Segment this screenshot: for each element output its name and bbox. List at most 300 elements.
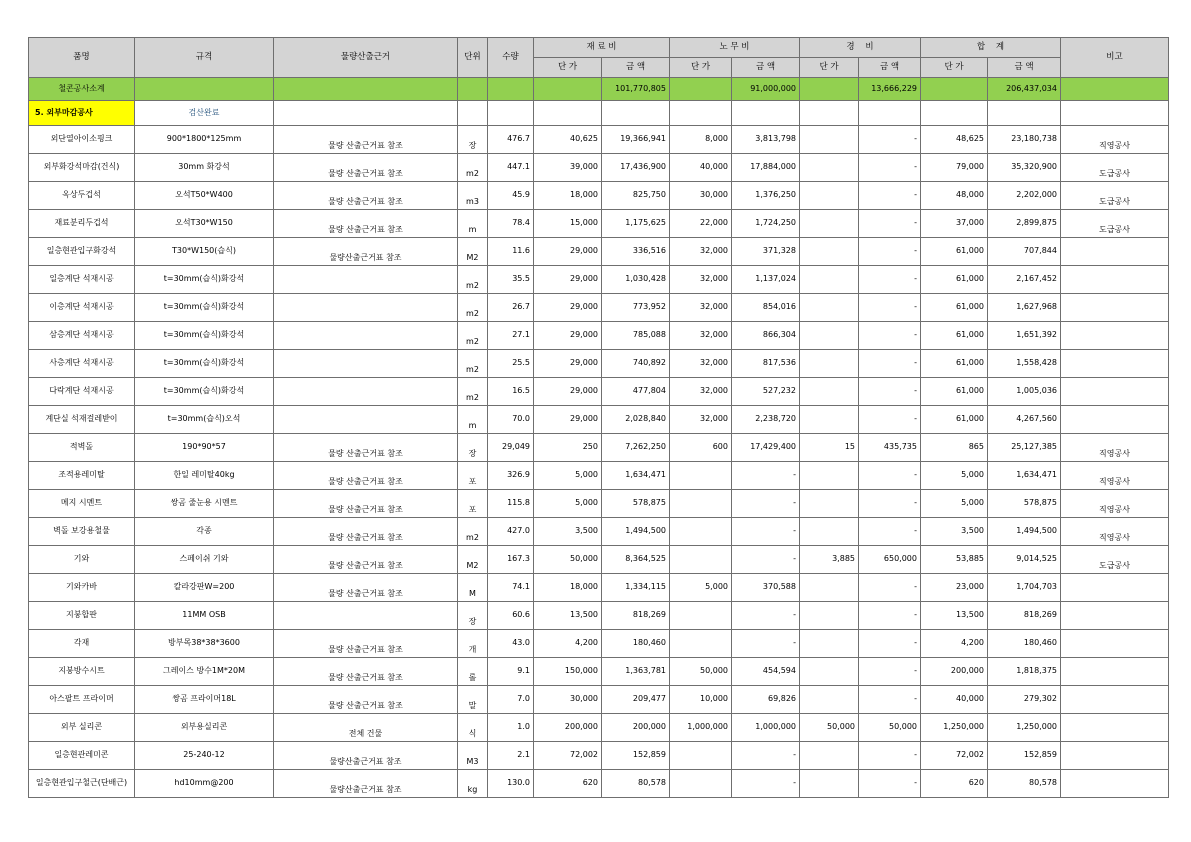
- cell-material-amount: 1,363,781: [602, 658, 670, 686]
- cell-name: 지붕합판: [29, 602, 135, 630]
- cell-labor-unit-price: [670, 602, 732, 630]
- cell-remark: [1061, 574, 1169, 602]
- cell-expense-amount: -: [859, 154, 921, 182]
- cell-expense-amount: -: [859, 686, 921, 714]
- cell-spec: t=30mm(습식)오석: [135, 406, 274, 434]
- cell-unit: 포: [458, 462, 488, 490]
- cell-unit: m3: [458, 182, 488, 210]
- cell-total-amount: 707,844: [988, 238, 1061, 266]
- table-row: [29, 322, 1169, 350]
- cell-labor-unit-price: 32,000: [670, 406, 732, 434]
- cell-spec: 방부목38*38*3600: [135, 630, 274, 658]
- estimate-table: [28, 37, 1169, 798]
- cell-basis: [274, 322, 458, 350]
- cell-unit: m: [458, 210, 488, 238]
- cell-spec: t=30mm(습식)화강석: [135, 322, 274, 350]
- cell-labor-amount: -: [732, 462, 800, 490]
- cell-total-unit-price: 3,500: [921, 518, 988, 546]
- cell-remark: [1061, 602, 1169, 630]
- cell-unit: m2: [458, 518, 488, 546]
- cell-labor-unit-price: [670, 546, 732, 574]
- cell-labor-unit-price: 5,000: [670, 574, 732, 602]
- cell-labor-amount: -: [732, 546, 800, 574]
- cell-qty: 29,049: [488, 434, 534, 462]
- cell-labor-amount: 370,588: [732, 574, 800, 602]
- cell-unit: 포: [458, 490, 488, 518]
- cell-unit: 말: [458, 686, 488, 714]
- table-row: [29, 714, 1169, 742]
- cell-labor-amount: 371,328: [732, 238, 800, 266]
- cell-labor-unit-price: [670, 770, 732, 798]
- header-labor-unit-price: 단 가: [670, 58, 732, 78]
- cell-labor-unit-price: [670, 490, 732, 518]
- cell-total-unit-price: 61,000: [921, 378, 988, 406]
- cell-labor-amount: -: [732, 602, 800, 630]
- cell-labor-amount: 527,232: [732, 378, 800, 406]
- cell-total-unit-price: 79,000: [921, 154, 988, 182]
- cell-qty: 70.0: [488, 406, 534, 434]
- table-row: [29, 266, 1169, 294]
- cell-total-amount: 152,859: [988, 742, 1061, 770]
- cell-unit: m2: [458, 154, 488, 182]
- cell-expense-unit-price: [800, 462, 859, 490]
- table-row: [29, 686, 1169, 714]
- cell-basis: 물량 산출근거표 참조: [274, 126, 458, 154]
- cell-basis: 물량 산출근거표 참조: [274, 686, 458, 714]
- header-total: 합 계: [921, 38, 1061, 58]
- cell-material-unit-price: 13,500: [534, 602, 602, 630]
- cell-qty: 60.6: [488, 602, 534, 630]
- cell-material-unit-price: 18,000: [534, 574, 602, 602]
- cell-expense-amount: -: [859, 266, 921, 294]
- table-row: [29, 182, 1169, 210]
- cell-expense-unit-price: [800, 770, 859, 798]
- cell-labor-unit-price: 30,000: [670, 182, 732, 210]
- header-qty: 수량: [488, 38, 534, 78]
- table-row: [29, 378, 1169, 406]
- cell-material-amount: 1,494,500: [602, 518, 670, 546]
- cell-expense-unit-price: [800, 406, 859, 434]
- cell-basis: [274, 602, 458, 630]
- cell-total-amount: 2,167,452: [988, 266, 1061, 294]
- table-row: [29, 574, 1169, 602]
- cell-spec: 오석T30*W150: [135, 210, 274, 238]
- cell-name: 메지 시멘트: [29, 490, 135, 518]
- table-row: [29, 518, 1169, 546]
- cell-qty: 167.3: [488, 546, 534, 574]
- cell-total-amount: 2,202,000: [988, 182, 1061, 210]
- cell-basis: 물량 산출근거표 참조: [274, 574, 458, 602]
- cell-spec: 30mm 화강석: [135, 154, 274, 182]
- cell-spec: 쌍곰 프라이머18L: [135, 686, 274, 714]
- cell-qty: 447.1: [488, 154, 534, 182]
- cell-qty: 78.4: [488, 210, 534, 238]
- cell-total-amount: 1,634,471: [988, 462, 1061, 490]
- table-row: [29, 490, 1169, 518]
- cell-material-amount: 825,750: [602, 182, 670, 210]
- cell-qty: 11.6: [488, 238, 534, 266]
- cell-total-unit-price: 61,000: [921, 406, 988, 434]
- cell-labor-amount: 1,000,000: [732, 714, 800, 742]
- cell-spec: t=30mm(습식)화강석: [135, 378, 274, 406]
- cell-spec: 각종: [135, 518, 274, 546]
- cell-total-amount: 1,005,036: [988, 378, 1061, 406]
- cell-expense-amount: 650,000: [859, 546, 921, 574]
- cell-unit: M: [458, 574, 488, 602]
- cell-expense-amount: -: [859, 322, 921, 350]
- subtotal-row: [29, 78, 1169, 101]
- cell-total-amount: 2,899,875: [988, 210, 1061, 238]
- cell-remark: 도급공사: [1061, 210, 1169, 238]
- cell-spec: 스페이쉬 기와: [135, 546, 274, 574]
- cell-unit: 식: [458, 714, 488, 742]
- cell-expense-unit-price: [800, 266, 859, 294]
- cell-expense-amount: -: [859, 378, 921, 406]
- cell-expense-unit-price: [800, 350, 859, 378]
- cell-total-amount: 1,704,703: [988, 574, 1061, 602]
- cell-basis: 물량 산출근거표 참조: [274, 154, 458, 182]
- cell-unit: m2: [458, 294, 488, 322]
- cell-remark: 직영공사: [1061, 434, 1169, 462]
- cell-expense-amount: -: [859, 630, 921, 658]
- cell-unit: 롤: [458, 658, 488, 686]
- cell-expense-unit-price: [800, 490, 859, 518]
- cell-expense-unit-price: 15: [800, 434, 859, 462]
- cell-unit: M2: [458, 546, 488, 574]
- cell-labor-amount: 69,826: [732, 686, 800, 714]
- cell-spec: t=30mm(습식)화강석: [135, 266, 274, 294]
- cell-labor-amount: 17,884,000: [732, 154, 800, 182]
- cell-material-unit-price: 29,000: [534, 238, 602, 266]
- cell-total-unit-price: 5,000: [921, 462, 988, 490]
- cell-total-amount: 279,302: [988, 686, 1061, 714]
- cell-name: 외부 실리콘: [29, 714, 135, 742]
- cell-expense-unit-price: 3,885: [800, 546, 859, 574]
- section-status: 검산완료: [135, 101, 274, 126]
- cell-expense-amount: -: [859, 742, 921, 770]
- cell-spec: t=30mm(습식)화강석: [135, 294, 274, 322]
- cell-qty: 26.7: [488, 294, 534, 322]
- cell-unit: m2: [458, 350, 488, 378]
- cell-labor-amount: -: [732, 490, 800, 518]
- header-total-amount: 금 액: [988, 58, 1061, 78]
- cell-total-unit-price: 200,000: [921, 658, 988, 686]
- cell-labor-unit-price: 1,000,000: [670, 714, 732, 742]
- cell-spec: 오석T50*W400: [135, 182, 274, 210]
- cell-material-amount: 578,875: [602, 490, 670, 518]
- cell-labor-unit-price: [670, 518, 732, 546]
- cell-labor-unit-price: 600: [670, 434, 732, 462]
- cell-unit: 개: [458, 630, 488, 658]
- cell-remark: [1061, 266, 1169, 294]
- cell-total-unit-price: 61,000: [921, 238, 988, 266]
- cell-basis: 물량 산출근거표 참조: [274, 490, 458, 518]
- cell-material-amount: 336,516: [602, 238, 670, 266]
- cell-expense-unit-price: [800, 630, 859, 658]
- cell-name: 지붕방수시트: [29, 658, 135, 686]
- cell-material-amount: 8,364,525: [602, 546, 670, 574]
- cell-unit: 장: [458, 602, 488, 630]
- cell-basis: [274, 406, 458, 434]
- cell-name: 삼층계단 석재시공: [29, 322, 135, 350]
- cell-labor-amount: 3,813,798: [732, 126, 800, 154]
- header-material: 재 료 비: [534, 38, 670, 58]
- cell-total-unit-price: 61,000: [921, 350, 988, 378]
- cell-expense-amount: -: [859, 294, 921, 322]
- header-expense: 경 비: [800, 38, 921, 58]
- cell-remark: 도급공사: [1061, 182, 1169, 210]
- cell-name: 외단열아이소핑크: [29, 126, 135, 154]
- cell-name: 각재: [29, 630, 135, 658]
- cell-basis: 물량 산출근거표 참조: [274, 630, 458, 658]
- cell-unit: m: [458, 406, 488, 434]
- cell-material-amount: 1,634,471: [602, 462, 670, 490]
- cell-name: 계단실 석재걸레받이: [29, 406, 135, 434]
- header-material-amount: 금 액: [602, 58, 670, 78]
- cell-expense-amount: -: [859, 574, 921, 602]
- header-remark: 비고: [1061, 38, 1169, 78]
- cell-material-amount: 1,030,428: [602, 266, 670, 294]
- cell-basis: 물량 산출근거표 참조: [274, 518, 458, 546]
- cell-total-unit-price: 40,000: [921, 686, 988, 714]
- header-spec: 규격: [135, 38, 274, 78]
- cell-expense-unit-price: [800, 126, 859, 154]
- cell-expense-unit-price: [800, 322, 859, 350]
- cell-remark: [1061, 686, 1169, 714]
- cell-labor-unit-price: 32,000: [670, 350, 732, 378]
- cell-total-unit-price: 61,000: [921, 322, 988, 350]
- cell-expense-amount: -: [859, 658, 921, 686]
- cell-material-unit-price: 5,000: [534, 490, 602, 518]
- cell-total-unit-price: 23,000: [921, 574, 988, 602]
- cell-name: 다락계단 석재시공: [29, 378, 135, 406]
- cell-expense-unit-price: [800, 378, 859, 406]
- cell-expense-amount: -: [859, 210, 921, 238]
- section-title: 5. 외부마감공사: [29, 101, 135, 126]
- cell-total-amount: 578,875: [988, 490, 1061, 518]
- cell-remark: 직영공사: [1061, 490, 1169, 518]
- cell-labor-amount: 1,376,250: [732, 182, 800, 210]
- cell-material-amount: 785,088: [602, 322, 670, 350]
- cell-total-unit-price: 5,000: [921, 490, 988, 518]
- cell-labor-unit-price: 32,000: [670, 294, 732, 322]
- cell-qty: 427.0: [488, 518, 534, 546]
- subtotal-labor-amount: 91,000,000: [732, 78, 800, 101]
- cell-remark: 직영공사: [1061, 462, 1169, 490]
- cell-qty: 74.1: [488, 574, 534, 602]
- cell-name: 이층계단 석재시공: [29, 294, 135, 322]
- cell-spec: 칼라강판W=200: [135, 574, 274, 602]
- cell-basis: 물량산출근거표 참조: [274, 742, 458, 770]
- cell-remark: 도급공사: [1061, 546, 1169, 574]
- cell-total-amount: 25,127,385: [988, 434, 1061, 462]
- cell-labor-unit-price: 32,000: [670, 378, 732, 406]
- cell-expense-amount: -: [859, 462, 921, 490]
- cell-total-amount: 1,494,500: [988, 518, 1061, 546]
- cell-total-amount: 1,558,428: [988, 350, 1061, 378]
- cell-remark: [1061, 658, 1169, 686]
- cell-remark: 직영공사: [1061, 126, 1169, 154]
- cell-material-amount: 80,578: [602, 770, 670, 798]
- cell-expense-amount: -: [859, 406, 921, 434]
- cell-basis: 물량 산출근거표 참조: [274, 434, 458, 462]
- cell-total-amount: 180,460: [988, 630, 1061, 658]
- cell-name: 일층현관입구철근(단배근): [29, 770, 135, 798]
- table-row: [29, 238, 1169, 266]
- cell-total-amount: 9,014,525: [988, 546, 1061, 574]
- cell-labor-unit-price: 50,000: [670, 658, 732, 686]
- cell-material-amount: 19,366,941: [602, 126, 670, 154]
- cell-expense-unit-price: [800, 210, 859, 238]
- cell-expense-unit-price: [800, 658, 859, 686]
- cell-unit: kg: [458, 770, 488, 798]
- cell-remark: [1061, 350, 1169, 378]
- cell-material-amount: 818,269: [602, 602, 670, 630]
- cell-qty: 476.7: [488, 126, 534, 154]
- cell-unit: 장: [458, 434, 488, 462]
- cell-labor-amount: -: [732, 742, 800, 770]
- cell-expense-amount: -: [859, 126, 921, 154]
- cell-total-amount: 23,180,738: [988, 126, 1061, 154]
- cell-material-amount: 477,804: [602, 378, 670, 406]
- table-row: [29, 770, 1169, 798]
- cell-expense-amount: -: [859, 602, 921, 630]
- cell-spec: 190*90*57: [135, 434, 274, 462]
- cell-spec: t=30mm(습식)화강석: [135, 350, 274, 378]
- cell-total-amount: 35,320,900: [988, 154, 1061, 182]
- cell-total-unit-price: 865: [921, 434, 988, 462]
- cell-basis: [274, 378, 458, 406]
- cell-labor-unit-price: 32,000: [670, 322, 732, 350]
- cell-labor-unit-price: [670, 742, 732, 770]
- cell-qty: 326.9: [488, 462, 534, 490]
- cell-spec: 25-240-12: [135, 742, 274, 770]
- cell-labor-amount: 866,304: [732, 322, 800, 350]
- cell-material-unit-price: 15,000: [534, 210, 602, 238]
- cell-material-amount: 152,859: [602, 742, 670, 770]
- cell-spec: 한일 레미탈40kg: [135, 462, 274, 490]
- cell-material-amount: 180,460: [602, 630, 670, 658]
- cell-labor-amount: 1,724,250: [732, 210, 800, 238]
- cell-remark: [1061, 378, 1169, 406]
- cell-basis: 전체 건물: [274, 714, 458, 742]
- cell-total-unit-price: 61,000: [921, 266, 988, 294]
- cell-name: 재료분리두겁석: [29, 210, 135, 238]
- cell-qty: 1.0: [488, 714, 534, 742]
- cell-material-unit-price: 29,000: [534, 294, 602, 322]
- table-row: [29, 350, 1169, 378]
- cell-material-unit-price: 5,000: [534, 462, 602, 490]
- cell-qty: 43.0: [488, 630, 534, 658]
- cell-material-unit-price: 72,002: [534, 742, 602, 770]
- cell-total-amount: 1,818,375: [988, 658, 1061, 686]
- table-row: [29, 210, 1169, 238]
- cell-material-unit-price: 150,000: [534, 658, 602, 686]
- cell-material-amount: 773,952: [602, 294, 670, 322]
- cell-labor-amount: 817,536: [732, 350, 800, 378]
- cell-expense-amount: 50,000: [859, 714, 921, 742]
- cell-expense-amount: -: [859, 238, 921, 266]
- cell-labor-amount: 454,594: [732, 658, 800, 686]
- cell-expense-amount: -: [859, 490, 921, 518]
- cell-unit: M3: [458, 742, 488, 770]
- cell-total-unit-price: 53,885: [921, 546, 988, 574]
- cell-name: 기와카바: [29, 574, 135, 602]
- cell-expense-unit-price: [800, 574, 859, 602]
- table-row: [29, 630, 1169, 658]
- cell-labor-unit-price: 22,000: [670, 210, 732, 238]
- cell-labor-unit-price: 32,000: [670, 266, 732, 294]
- table-row: [29, 154, 1169, 182]
- cell-spec: 쌍곰 줄눈용 시멘트: [135, 490, 274, 518]
- cell-material-amount: 7,262,250: [602, 434, 670, 462]
- cell-expense-unit-price: [800, 182, 859, 210]
- cell-qty: 45.9: [488, 182, 534, 210]
- cell-remark: [1061, 630, 1169, 658]
- table-row: [29, 406, 1169, 434]
- cell-qty: 9.1: [488, 658, 534, 686]
- cell-unit: m2: [458, 266, 488, 294]
- cell-labor-amount: 2,238,720: [732, 406, 800, 434]
- cell-remark: 직영공사: [1061, 518, 1169, 546]
- cell-total-unit-price: 61,000: [921, 294, 988, 322]
- cell-spec: 11MM OSB: [135, 602, 274, 630]
- cell-expense-unit-price: [800, 602, 859, 630]
- cell-material-unit-price: 29,000: [534, 266, 602, 294]
- cell-qty: 130.0: [488, 770, 534, 798]
- cell-material-unit-price: 29,000: [534, 350, 602, 378]
- header-material-unit-price: 단 가: [534, 58, 602, 78]
- cell-labor-unit-price: 10,000: [670, 686, 732, 714]
- cell-spec: 900*1800*125mm: [135, 126, 274, 154]
- cell-material-amount: 740,892: [602, 350, 670, 378]
- cell-basis: [274, 266, 458, 294]
- section-row: [29, 101, 1169, 126]
- cell-name: 외부화강석마감(건식): [29, 154, 135, 182]
- cell-name: 사층계단 석재시공: [29, 350, 135, 378]
- table-row: [29, 742, 1169, 770]
- cell-material-unit-price: 200,000: [534, 714, 602, 742]
- cell-total-unit-price: 37,000: [921, 210, 988, 238]
- cell-remark: 도급공사: [1061, 154, 1169, 182]
- table-row: [29, 546, 1169, 574]
- cell-basis: 물량 산출근거표 참조: [274, 182, 458, 210]
- cell-total-unit-price: 620: [921, 770, 988, 798]
- cell-unit: 장: [458, 126, 488, 154]
- cell-total-amount: 1,250,000: [988, 714, 1061, 742]
- cell-material-unit-price: 40,625: [534, 126, 602, 154]
- header-labor-amount: 금 액: [732, 58, 800, 78]
- header-unit: 단위: [458, 38, 488, 78]
- cell-labor-amount: 854,016: [732, 294, 800, 322]
- cell-expense-unit-price: [800, 742, 859, 770]
- cell-remark: [1061, 742, 1169, 770]
- cell-qty: 35.5: [488, 266, 534, 294]
- cell-material-amount: 209,477: [602, 686, 670, 714]
- cell-material-unit-price: 29,000: [534, 406, 602, 434]
- cell-expense-unit-price: [800, 294, 859, 322]
- cell-expense-amount: -: [859, 350, 921, 378]
- cell-qty: 16.5: [488, 378, 534, 406]
- cell-spec: T30*W150(습식): [135, 238, 274, 266]
- cell-name: 적벽돌: [29, 434, 135, 462]
- cell-total-unit-price: 4,200: [921, 630, 988, 658]
- header-basis: 물량산출근거: [274, 38, 458, 78]
- cell-qty: 27.1: [488, 322, 534, 350]
- cell-material-amount: 2,028,840: [602, 406, 670, 434]
- cell-name: 일층현관입구화강석: [29, 238, 135, 266]
- cell-expense-amount: -: [859, 770, 921, 798]
